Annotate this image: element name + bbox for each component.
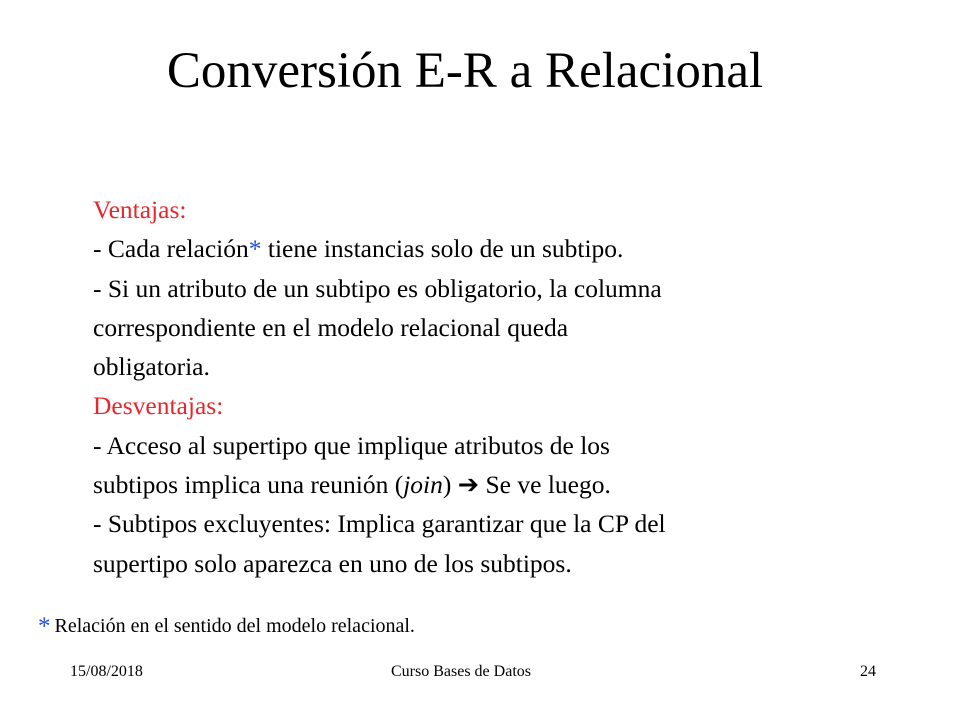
footer-date: 15/08/2018 [70,663,143,680]
footnote-text: Relación en el sentido del modelo relacional. [54,615,415,637]
desventaja-2-line-1: - Subtipos excluyentes: Implica garantizar que la CP del [93,509,666,539]
join-term: join [403,470,443,500]
desventaja-1-line-2 [93,465,833,504]
slide-body [93,190,833,583]
slide-title: Conversión E-R a Relacional [166,43,764,99]
ventaja-2-line-3: obligatoria. [93,352,210,382]
ventaja-2-line-2: correspondiente en el modelo relacional queda [93,312,569,342]
ventaja-1-text-a: - Cada relación [93,234,249,264]
ventaja-1 [93,229,833,268]
desventaja-1-text-b: ) [442,470,458,500]
footer-course: Curso Bases de Datos [391,663,531,680]
ventaja-2-line-1: - Si un atributo de un subtipo es obligatorio, la columna [93,273,662,303]
ventaja-1-text-b: tiene instancias solo de un subtipo. [261,234,624,264]
right-arrow-icon: ➔ [457,470,480,500]
desventaja-1-text-a: subtipos implica una reunión ( [93,470,404,500]
desventaja-1-line-1: - Acceso al supertipo que implique atributos de los [93,430,610,460]
ventajas-heading: Ventajas: [93,195,187,224]
desventaja-1-text-c: Se ve luego. [479,470,611,500]
footnote-asterisk: * [38,613,51,640]
desventaja-2-line-2: supertipo solo aparezca en uno de los subtipos. [93,548,572,578]
footnote [38,614,415,639]
page-number: 24 [860,663,876,680]
desventajas-heading: Desventajas: [93,391,224,421]
relation-asterisk: * [248,234,262,264]
